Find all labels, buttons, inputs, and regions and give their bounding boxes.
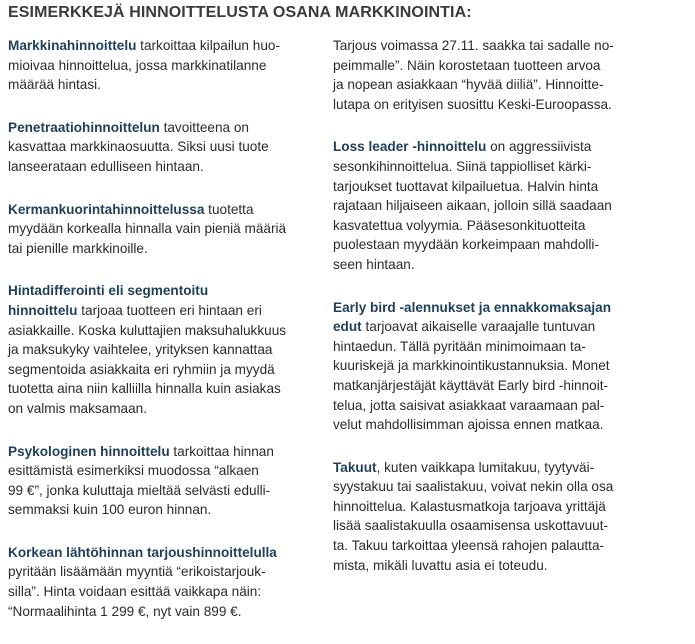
- text-line: [333, 157, 663, 177]
- text-line: [8, 562, 320, 582]
- body-text: kasvatettua volyymia. Pääsesonkituotteita: [333, 217, 586, 233]
- text-line: [333, 196, 663, 216]
- term-label: Psykologinen hinnoittelu: [8, 443, 170, 459]
- entry-loss-leader: [333, 137, 663, 274]
- text-line: [8, 442, 320, 462]
- text-line: [8, 360, 320, 380]
- body-text: velut mahdollisimman ajoissa ennen matkaa.: [333, 417, 604, 433]
- body-text: sesonkihinnoittelua. Siinä tappiolliset kärki-: [333, 158, 592, 174]
- body-text: tavoitteena on: [159, 119, 249, 135]
- body-text: segmentoida asiakkaita eri ryhmiin ja myydä: [8, 361, 275, 377]
- text-line: [333, 536, 663, 556]
- entry-penetraatiohinnoittelu: [8, 118, 320, 177]
- body-text: tuotetta aina niin kalliilla hinnalla kuin asiakas: [8, 381, 281, 397]
- text-line: [8, 200, 320, 220]
- text-line: [8, 602, 320, 622]
- term-label: Hintadifferointi eli segmentoitu: [8, 283, 209, 299]
- term-label: edut: [333, 319, 362, 335]
- body-text: kasvattaa markkinaosuutta. Siksi uusi tuote: [8, 139, 269, 155]
- text-line: [333, 477, 663, 497]
- body-text: lisää saalistakuulla osaamisensa uskottavuut-: [333, 518, 609, 534]
- body-text: tarjoukset tuottavat kilpailuetua. Halvin hinta: [333, 178, 599, 194]
- entry-psykologinen-hinnoittelu: [8, 442, 320, 520]
- body-text: silla”. Hinta voidaan esittää vaikkapa näin:: [8, 584, 262, 600]
- term-label: hinnoittelu: [8, 302, 78, 318]
- text-line: [8, 321, 320, 341]
- entry-korkean-lahtohinnan-tarjoushinnoittelu: [8, 543, 320, 621]
- body-text: tai pienille markkinoille.: [8, 240, 148, 256]
- text-line: [8, 36, 320, 56]
- text-line: [333, 137, 663, 157]
- body-text: määrää hintasi.: [8, 77, 101, 93]
- text-line: [333, 516, 663, 536]
- body-text: rajataan hiljaiseen aikaan, jolloin sillä saadaan: [333, 198, 612, 214]
- text-line: [8, 481, 320, 501]
- body-text: peimmalle”. Näin korostetaan tuotteen arvoa: [333, 57, 601, 73]
- text-line: [333, 177, 663, 197]
- body-text: “Normaalihinta 1 299 €, nyt vain 899 €.: [8, 603, 242, 619]
- text-line: [8, 379, 320, 399]
- text-line: [333, 337, 663, 357]
- text-line: [333, 415, 663, 435]
- body-text: Tarjous voimassa 27.11. saakka tai sadalle no-: [333, 38, 614, 53]
- term-label: Markkinahinnoittelu: [8, 38, 137, 53]
- term-label: Kermankuorintahinnoittelussa: [8, 201, 205, 217]
- body-text: telua, jotta saisivat asiakkaat varaamaan pal-: [333, 397, 605, 413]
- body-text: hintaedun. Tällä pyritään minimoimaan ta-: [333, 338, 586, 354]
- body-text: matkanjärjestäjät käyttävät Early bird -hinnoit-: [333, 377, 609, 393]
- body-text: , kuten vaikkapa lumitakuu, tyytyväi-: [376, 459, 595, 475]
- text-line: [333, 298, 663, 318]
- text-line: [333, 95, 663, 115]
- text-line: [333, 36, 663, 56]
- body-text: semmaksi kuin 100 euron hinnan.: [8, 502, 212, 518]
- body-text: ta. Takuu tarkoittaa yleensä rahojen palautta-: [333, 538, 605, 554]
- body-text: on aggressiivista: [486, 139, 592, 155]
- term-label: Takuut: [333, 459, 377, 475]
- text-line: [8, 582, 320, 602]
- text-line: [8, 281, 320, 301]
- body-text: kuuriskejä ja markkinointikustannuksia. Monet: [333, 358, 610, 374]
- body-text: lanseerataan edulliseen hintaan.: [8, 158, 204, 174]
- entry-takuut: [333, 458, 663, 576]
- entry-markkinahinnoittelu: [8, 36, 320, 95]
- text-line: [333, 458, 663, 478]
- text-line: [333, 235, 663, 255]
- text-line: [8, 157, 320, 177]
- body-text: ja nopean asiakkaan “hyvää diiliä”. Hinnoitte-: [333, 77, 604, 93]
- page-heading: ESIMERKKEJÄ HINNOITTELUSTA OSANA MARKKINOINTIA:: [8, 4, 472, 21]
- body-text: on valmis maksamaan.: [8, 400, 148, 416]
- entry-hintadifferointi: [8, 281, 320, 418]
- right-column: [333, 36, 663, 598]
- text-line: [8, 137, 320, 157]
- text-line: [8, 219, 320, 239]
- term-label: Early bird -alennukset ja ennakkomaksajan: [333, 299, 612, 315]
- text-line: [8, 399, 320, 419]
- body-text: esittämistä esimerkiksi muodossa “alkaen: [8, 463, 259, 479]
- body-text: asiakkaille. Koska kuluttajien maksuhalukkuus: [8, 322, 287, 338]
- text-line: [333, 216, 663, 236]
- body-text: lutapa on erityisen suosittu Keski-Euroopassa.: [333, 96, 612, 112]
- text-line: [333, 556, 663, 576]
- term-label: Korkean lähtöhinnan tarjoushinnoittelulla: [8, 544, 277, 560]
- text-line: [333, 56, 663, 76]
- body-text: syystakuu tai saalistakuu, voivat nekin olla osa: [333, 479, 614, 495]
- body-text: tarkoittaa kilpailun huo-: [136, 38, 280, 53]
- text-line: [333, 317, 663, 337]
- term-label: Penetraatiohinnoittelun: [8, 119, 160, 135]
- body-text: tarjoavat aikaiselle varaajalle tuntuvan: [361, 319, 596, 335]
- text-line: [8, 239, 320, 259]
- text-line: [333, 255, 663, 275]
- body-text: puolestaan myydään korkeimpaan mahdolli-: [333, 237, 599, 253]
- text-line: [8, 543, 320, 563]
- body-text: tuotetta: [204, 201, 254, 217]
- body-text: pyritään lisäämään myyntiä “erikoistarjouk-: [8, 564, 266, 580]
- body-text: seen hintaan.: [333, 256, 415, 272]
- text-line: [8, 75, 320, 95]
- entry-tarjous-jatko: [333, 36, 663, 114]
- body-text: 99 €”, jonka kuluttaja mieltää selvästi edulli-: [8, 482, 271, 498]
- text-line: [333, 376, 663, 396]
- body-text: hinnoittelua. Kalastusmatkoja tarjoava yrittäjä: [333, 498, 606, 514]
- entry-kermankuorintahinnoittelu: [8, 200, 320, 259]
- left-column: [8, 36, 320, 644]
- text-line: [333, 356, 663, 376]
- text-line: [8, 340, 320, 360]
- body-text: mista, mikäli luvattu asia ei toteudu.: [333, 557, 548, 573]
- body-text: myydään korkealla hinnalla vain pieniä määriä: [8, 221, 287, 237]
- body-text: ja maksukyky vaihtelee, yrityksen kannattaa: [8, 342, 273, 358]
- entry-early-bird: [333, 298, 663, 435]
- term-label: Loss leader -hinnoittelu: [333, 139, 487, 155]
- text-line: [8, 461, 320, 481]
- text-line: [8, 301, 320, 321]
- text-line: [8, 118, 320, 138]
- text-line: [333, 75, 663, 95]
- body-text: mioivaa hinnoittelua, jossa markkinatilanne: [8, 57, 267, 73]
- text-line: [333, 396, 663, 416]
- body-text: tarjoaa tuotteen eri hintaan eri: [77, 302, 262, 318]
- text-line: [333, 497, 663, 517]
- text-line: [8, 56, 320, 76]
- body-text: tarkoittaa hinnan: [169, 443, 274, 459]
- text-line: [8, 500, 320, 520]
